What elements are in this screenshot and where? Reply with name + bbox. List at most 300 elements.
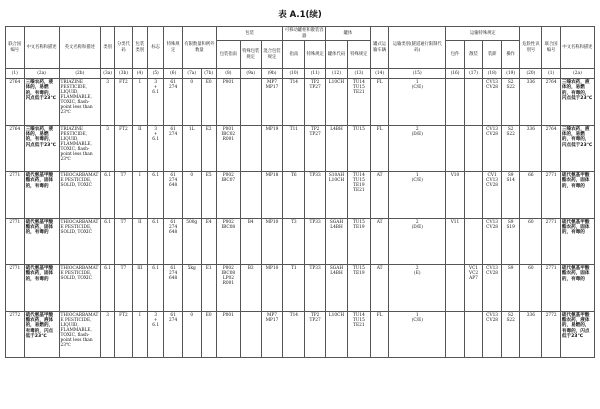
column-number: (16) [446,69,465,79]
zh-name-cell: 硫代氨基甲酸酯农药，液体的，易燃的，有毒的，闪点低于23℃ [24,311,59,358]
operation-cell [501,218,520,265]
tank-special-cell-line: T6 [291,173,297,178]
col-un-2: 联合国编号 [542,27,561,69]
tank-code-cell-line: TP2 [310,312,320,318]
code-cell: FT2 [115,125,132,172]
un-cell-2: 2764 [542,79,561,126]
loading-cell-line: CV13 [486,219,499,225]
pack-instr-cell [216,125,240,172]
tank-code-cell-line: TP27 [309,131,321,137]
class-cell: 3 [101,311,115,358]
labels-cell-line: 6.1 [152,266,160,271]
rt-special-cell-line: TU15 [352,85,365,91]
loading-cell [483,79,502,126]
tank-code-cell [305,125,326,172]
special-cell [164,265,183,312]
pg-cell: I [132,311,147,358]
un-cell-2: 2771 [542,265,561,312]
operation-cell [501,172,520,219]
tank-special-cell-line: T11 [289,126,299,132]
column-number: (18) [483,69,502,79]
un-cell: 2772 [6,311,25,358]
tank-code-cell-line: TP2 [310,126,320,132]
rt-special-cell-line: TE19 [353,224,365,230]
code-cell: T7 [115,265,132,312]
column-number: (13) [347,69,370,79]
operation-cell-line: S9 [507,219,514,225]
tunnel-code: (C/E) [411,85,423,91]
tunnel-code: (C/E) [411,178,423,184]
rt-special-cell-line: TE19 [353,183,365,189]
tunnel-code: (E) [414,271,421,277]
labels-cell [148,172,164,219]
labels-cell [148,79,164,126]
eq-cell: E0 [201,311,216,358]
code-cell: T7 [115,172,132,219]
operation-cell-line: S2 [507,312,514,318]
tank-special-cell [283,311,305,358]
column-number: (3b) [115,69,132,79]
table-row [6,311,595,358]
group-vehicle-tank: 罐体 [326,27,371,41]
col-zh-name: 中文名称和描述 [24,27,59,69]
col-hin: 危险性识别号 [520,27,542,69]
group-tank: 可移动罐柜和散装容器 [284,28,324,39]
labels-cell-line: 6.1 [152,173,160,178]
operation-cell-line: S22 [506,317,515,323]
class-cell: 6.1 [101,218,115,265]
operation-cell-line: S2 [507,126,514,132]
loading-cell [483,311,502,358]
rt-special-cell-line: TU15 [352,266,365,271]
packages-cell [446,125,465,172]
tank-code-cell [305,172,326,219]
zh-name-cell-2: 三嗪农药，液体的，易燃的，有毒的，闪点低于23℃ [560,79,594,126]
col-zh-name-2: 中文名称和描述 [560,27,594,69]
column-number: (4) [132,69,147,79]
special-cell-line: 648 [169,229,178,235]
special-cell-line: 61 [170,173,176,178]
tank-special-cell-line: T1 [291,266,297,271]
tank-code-cell-line: TP33 [309,266,321,271]
labels-cell [148,218,164,265]
pack-instr-cell-line: R001 [222,281,235,287]
zh-name-cell: 硫代氨基甲酸酯农药，固体的，有毒的 [24,218,59,265]
eq-cell: E0 [201,79,216,126]
col-labels: 标志 [148,27,164,69]
pack-special-cell [240,265,261,312]
pack-instr-cell-line: P002 [222,219,234,225]
pack-special-cell [240,218,261,265]
lq-cell: 0 [182,79,201,126]
operation-cell-line: S19 [506,224,515,230]
bulk-cell-line: VC2 [468,271,479,277]
special-cell [164,218,183,265]
lq-cell: 5kg [182,265,201,312]
tank-special-cell [283,218,305,265]
labels-cell-line: 6.1 [152,90,160,96]
transport-category: 1 [415,80,419,85]
table-row [6,79,595,126]
rt-special-cell [347,265,370,312]
group-packaging: 包装 [216,27,283,41]
pack-instr-cell [216,311,240,358]
rt-special-cell [347,311,370,358]
bulk-cell-line: VC1 [468,266,479,271]
lq-cell: 0 [182,311,201,358]
zh-name-cell: 三嗪农药，液体的，易燃的，有毒的，闪点低于23℃ [24,125,59,172]
loading-cell-line: CV28 [486,317,499,323]
transport-cat-cell [389,218,446,265]
operation-cell-line: S9 [507,173,514,178]
tank-instr-cell [261,172,283,219]
class-cell: 3 [101,125,115,172]
rt-special-cell-line: TU15 [352,126,365,132]
table-row [6,125,595,172]
rt-code-cell-line: L4BH [330,224,343,230]
rt-special-cell-line: TU15 [352,178,365,184]
column-number: (17) [464,69,483,79]
vehicle-cell: AT [370,218,389,265]
special-cell-line: 61 [170,80,176,85]
column-number: (8) [216,69,240,79]
loading-cell-line: CV28 [486,224,499,230]
tunnel-code: (C/E) [411,317,423,323]
un-cell-2: 2764 [542,125,561,172]
special-cell-line: 274 [169,131,178,137]
pack-instr-cell [216,265,240,312]
pack-instr-cell [216,218,240,265]
tank-special-cell-line: T14 [289,312,299,318]
vehicle-cell: FL [370,79,389,126]
rt-code-cell [326,125,348,172]
labels-cell-line: + [153,317,158,323]
column-number-row [6,69,595,79]
pack-special-cell [240,172,261,219]
table-row [6,265,595,312]
table-body [6,79,595,358]
loading-cell [483,218,502,265]
rt-code-cell-line: L4BH [330,271,343,277]
column-number: (1) [6,69,25,79]
column-number: (5) [148,69,164,79]
loading-cell-line: CV13 [486,312,499,318]
transport-cat-cell [389,172,446,219]
transport-cat-cell [389,79,446,126]
pg-cell: I [132,172,147,219]
column-number: (6) [164,69,183,79]
vehicle-cell: FL [370,311,389,358]
packages-cell [446,172,465,219]
bulk-cell-line: AP7 [469,276,478,282]
un-cell-2: 2771 [542,218,561,265]
labels-cell [148,125,164,172]
tank-special-cell [283,172,305,219]
transport-cat-cell [389,265,446,312]
rt-special-cell-line: TU15 [352,219,365,225]
tank-code-cell [305,79,326,126]
en-name-cell: THIOCARBAMATE PESTICIDE, LIQUID, FLAMMABLE, TOXIC, flash-point less than 23℃ [59,311,101,358]
column-number: (20) [520,69,542,79]
tank-code-cell [305,311,326,358]
un-cell: 2771 [6,172,25,219]
col-pack-instr: 包装指南 [216,41,240,69]
en-name-cell: THIOCARBAMATE PESTICIDE, SOLID, TOXIC [59,265,101,312]
tank-code-cell-line: TP33 [309,219,321,225]
operation-cell-line: S14 [506,178,515,184]
column-number: (7a) [182,69,201,79]
rt-code-cell-line: L4BH [330,126,343,132]
column-number: (2b) [59,69,101,79]
loading-cell-line: CV28 [486,271,499,277]
transport-cat-cell [389,311,446,358]
col-tank-special: 特殊规定 [305,41,326,69]
group-transport-special: 运输特殊规定 [446,27,520,41]
vehicle-cell: AT [370,265,389,312]
en-name-cell: THIOCARBAMATE PESTICIDE, SOLID, TOXIC [59,218,101,265]
tank-instr-cell-line: MP7 [267,312,278,318]
un-cell: 2771 [6,218,25,265]
tank-instr-cell [261,265,283,312]
col-rt-special: 特殊规定 [347,41,370,69]
operation-cell-line: S9 [507,266,514,271]
special-cell-line: 61 [170,312,176,318]
tank-special-cell [283,125,305,172]
pack-instr-cell-line: R001 [222,136,235,142]
tank-code-cell [305,265,326,312]
hin-cell: 336 [520,79,542,126]
column-number: (9b) [261,69,283,79]
packages-cell-line: V10 [450,173,460,178]
pack-instr-cell-line: P002 [222,266,234,271]
un-cell-2: 2772 [542,311,561,358]
pack-instr-cell-line: LP02 [222,276,234,282]
tank-instr-cell [261,125,283,172]
rt-special-cell-line: TE21 [353,322,365,328]
tunnel-code: (D/E) [411,224,423,230]
packages-cell-line: V11 [450,219,460,225]
loading-cell-line: CV28 [486,183,499,189]
column-number: (3a) [101,69,115,79]
un-cell: 2771 [6,265,25,312]
pack-instr-cell [216,172,240,219]
rt-special-cell-line: TE21 [353,90,365,96]
lq-cell: 500g [182,218,201,265]
packages-cell [446,218,465,265]
col-transport-cat: 运输类别(隧道通行限制代码) [389,27,446,69]
pg-cell: III [132,265,147,312]
column-number: (9a) [240,69,261,79]
en-name-cell: TRIAZINE PESTICIDE, LIQUID, FLAMMABLE, TOXIC, flash-point less than 23℃ [59,125,101,172]
eq-cell: E2 [201,125,216,172]
labels-cell [148,265,164,312]
labels-cell-line: 6.1 [152,322,160,328]
special-cell-line: 274 [169,178,178,184]
hin-cell: 60 [520,265,542,312]
rt-special-cell [347,125,370,172]
tank-code-cell-line: TP33 [309,173,321,178]
rt-special-cell [347,218,370,265]
lq-cell: 1L [182,125,201,172]
tank-special-cell-line: T14 [289,80,299,85]
special-cell-line: 274 [169,317,178,323]
bulk-cell [464,218,483,265]
tunnel-code: (D/E) [411,131,423,137]
col-vehicle: 罐式运输车辆 [370,27,389,69]
zh-name-cell-2: 硫代氨基甲酸酯农药，固体的，有毒的 [560,265,594,312]
lq-cell: 0 [182,172,201,219]
class-cell: 6.1 [101,172,115,219]
special-cell [164,79,183,126]
rt-special-cell-line: TU14 [352,312,365,318]
tank-instr-cell-line: MP17 [265,85,279,91]
column-number: (19) [501,69,520,79]
special-cell-line: 61 [170,266,176,271]
packages-cell [446,265,465,312]
loading-cell-line: CV13 [486,126,499,132]
rt-code-cell-line: L10CH [328,312,345,318]
labels-cell-line: + [153,131,158,137]
column-number: (2a) [24,69,59,79]
loading-cell [483,125,502,172]
col-pack-special: 特殊包装规定 [240,41,261,69]
pack-instr-cell-line: P001 [222,80,234,85]
loading-cell-line: CV13 [486,80,499,85]
column-number: (15) [389,69,446,79]
labels-cell-line: 3 [154,312,158,318]
rt-code-cell [326,311,348,358]
loading-cell-line: CV28 [486,85,499,91]
labels-cell-line: 6.1 [152,219,160,225]
loading-cell-line: CV28 [486,131,499,137]
pack-instr-cell-line: P001 [222,312,234,318]
column-number: (2a) [560,69,594,79]
col-un: 联合国编号 [6,27,25,69]
pack-instr-cell-line: P002 [222,173,234,178]
pack-instr-cell-line: IBC02 [221,131,236,137]
bulk-cell [464,79,483,126]
rt-special-cell [347,172,370,219]
rt-code-cell-line: SGAH [329,266,344,271]
en-name-cell: TRIAZINE PESTICIDE, LIQUID, FLAMMABLE, TOXIC, flash-point less than 23℃ [59,79,101,126]
rt-special-cell-line: TE21 [353,188,365,194]
rt-code-cell [326,172,348,219]
tank-code-cell [305,218,326,265]
loading-cell [483,172,502,219]
tank-instr-cell-line: MP10 [265,219,279,225]
special-cell [164,172,183,219]
column-number: (10) [283,69,305,79]
table-header [6,27,595,79]
special-cell [164,125,183,172]
column-number: (11) [305,69,326,79]
rt-code-cell [326,265,348,312]
col-code: 分类代码 [115,27,132,69]
zh-name-cell: 硫代氨基甲酸酯农药，固体的，有毒的 [24,265,59,312]
rt-code-cell-line: L10CH [328,178,345,184]
rt-code-cell-line: SGAH [329,219,344,225]
labels-cell-line: 3 [154,126,158,132]
special-cell-line: 61 [170,126,176,132]
class-cell: 6.1 [101,265,115,312]
rt-special-cell-line: TU14 [352,80,365,85]
pack-special-cell [240,125,261,172]
tank-special-cell [283,265,305,312]
column-number: (7b) [201,69,216,79]
col-bulk: 散装 [464,41,483,69]
eq-cell: E1 [201,265,216,312]
col-tank-code: 罐体代码 [326,41,348,69]
column-number: (12) [326,69,348,79]
loading-cell-line: CV13 [486,266,499,271]
tank-instr-cell-line: MP17 [265,317,279,323]
operation-cell [501,125,520,172]
pack-special-cell [240,311,261,358]
hin-cell: 336 [520,311,542,358]
col-pg: 包装类别 [132,27,147,69]
hin-cell: 66 [520,172,542,219]
bulk-cell [464,311,483,358]
pack-special-cell [240,79,261,126]
col-packages: 包件 [446,41,465,69]
hin-cell: 336 [520,125,542,172]
code-cell: FT2 [115,311,132,358]
col-special: 特殊规定 [164,27,183,69]
col-en-name: 英文名称和描述 [59,27,101,69]
pg-cell: I [132,79,147,126]
rt-special-cell-line: TE19 [353,271,365,277]
transport-cat-cell [389,125,446,172]
tank-code-cell-line: TP27 [309,317,321,323]
un-cell-2: 2771 [542,172,561,219]
column-number: (14) [370,69,389,79]
tank-instr-cell [261,218,283,265]
zh-name-cell-2: 三嗪农药，液体的，易燃的，有毒的，闪点低于23℃ [560,125,594,172]
rt-special-cell-line: TU14 [352,173,365,178]
zh-name-cell-2: 硫代氨基甲酸酯农药，固体的，有毒的 [560,218,594,265]
zh-name-cell: 三嗪农药，液体的，易燃的，有毒的，闪点低于23℃ [24,79,59,126]
tank-instr-cell-line: MP10 [265,266,279,271]
loading-cell-line: CV13 [486,178,499,184]
rt-code-cell [326,79,348,126]
zh-name-cell-2: 硫代氨基甲酸酯农药，固体的，有毒的 [560,172,594,219]
zh-name-cell-2: 硫代氨基甲酸酯农药，液体的，易燃的，有毒的，闪点低于23℃ [560,311,594,358]
operation-cell-line: S2 [507,80,514,85]
eq-cell: E4 [201,218,216,265]
column-number: (1) [542,69,561,79]
transport-category: 2 [415,219,419,225]
pg-cell: II [132,218,147,265]
loading-cell [483,265,502,312]
labels-cell-line: 3 [154,80,158,85]
col-mixed-pack: 混合包装规定 [261,41,283,69]
rt-special-cell [347,79,370,126]
operation-cell-line: S22 [506,131,515,137]
bulk-cell [464,265,483,312]
tank-instr-cell-line: MP19 [265,126,279,132]
tank-instr-cell [261,311,283,358]
en-name-cell: THIOCARBAMATE PESTICIDE, SOLID, TOXIC [59,172,101,219]
class-cell: 3 [101,79,115,126]
labels-cell-line: + [153,85,158,91]
operation-cell [501,311,520,358]
eq-cell: E5 [201,172,216,219]
pg-cell: II [132,125,147,172]
dangerous-goods-table [5,26,595,358]
pack-instr-cell-line: IBC07 [221,178,236,184]
tank-instr-cell-line: MP18 [265,173,279,178]
transport-category: 1 [415,312,419,318]
